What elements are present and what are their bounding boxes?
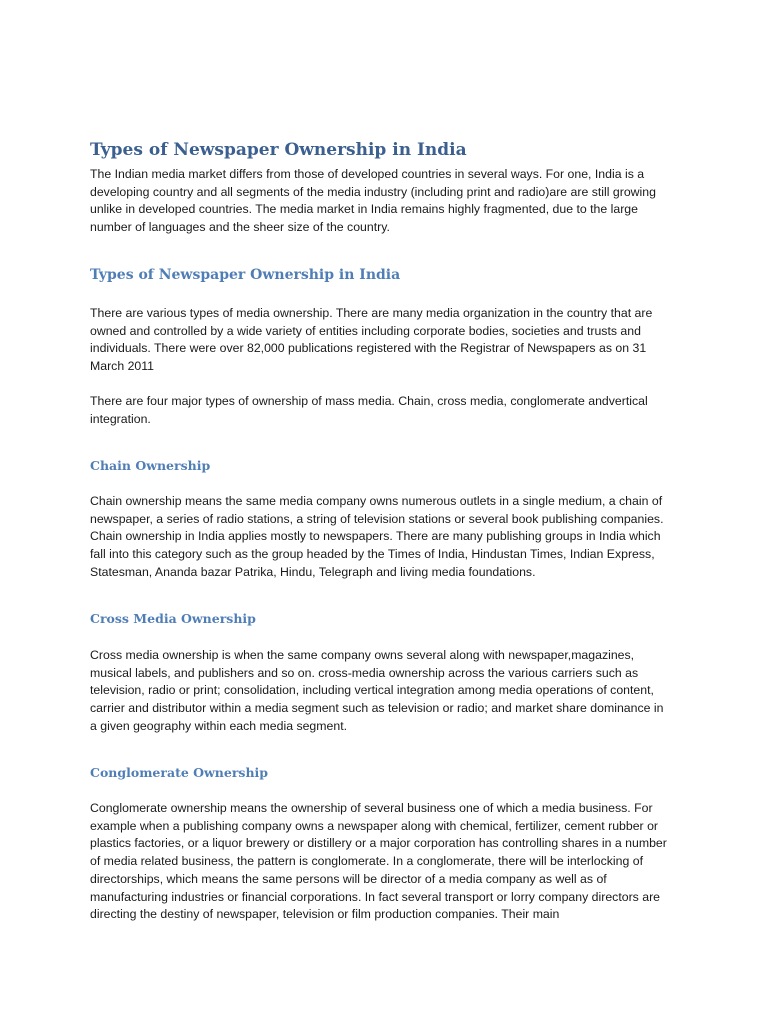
document-title: Types of Newspaper Ownership in India	[90, 140, 467, 160]
chain-ownership-paragraph: Chain ownership means the same media company owns numerous outlets in a single medium, a chain of newspaper, a series of radio stations, a string of television stations or several book publishing companies. Chain ownership in India applies mostly to newspapers. There are many publishing groups in India which fall into this category such as the group headed by the Times of India, Hindustan Times, Indian Express, Statesman, Ananda bazar Patrika, Hindu, Telegraph and living media foundations.	[90, 494, 664, 579]
conglomerate-ownership-paragraph: Conglomerate ownership means the ownership of several business one of which a media business. For example when a publishing company owns a newspaper along with chemical, fertilizer, cement rubber or plastics factories, or a liquor brewery or distillery or a major corporation has controlling shares in a number of media related business, the pattern is conglomerate. In a conglomerate, there will be interlocking of directorships, which means the same persons will be director of a media company as well as of manufacturing industries or financial corporations. In fact several transport or lorry company directors are directing the destiny of newspaper, television or film production companies. Their main	[90, 801, 667, 922]
major-types-paragraph: There are four major types of ownership of mass media. Chain, cross media, conglomerate andvertical integration.	[90, 394, 648, 426]
section-heading: Types of Newspaper Ownership in India	[90, 267, 401, 283]
chain-ownership-heading: Chain Ownership	[90, 458, 211, 473]
cross-media-ownership-paragraph: Cross media ownership is when the same company owns several along with newspaper,magazines, musical labels, and publishers and so on. cross-media ownership across the various carriers such as television, radio or print; consolidation, including vertical integration among media operations of content, carrier and distributor within a media segment such as television or radio; and market share dominance in a given geography within each media segment.	[90, 648, 664, 733]
cross-media-ownership-heading: Cross Media Ownership	[90, 611, 256, 626]
ownership-types-paragraph: There are various types of media ownership. There are many media organization in the country that are owned and controlled by a wide variety of entities including corporate bodies, societies and trusts and individuals. There were over 82,000 publications registered with the Registrar of Newspapers as on 31 March 2011	[90, 306, 653, 374]
intro-paragraph: The Indian media market differs from those of developed countries in several ways. For one, India is a developing country and all segments of the media industry (including print and radio)are are still growing unlike in developed countries. The media market in India remains highly fragmented, due to the large number of languages and the sheer size of the country.	[90, 167, 656, 235]
conglomerate-ownership-heading: Conglomerate Ownership	[90, 765, 269, 780]
